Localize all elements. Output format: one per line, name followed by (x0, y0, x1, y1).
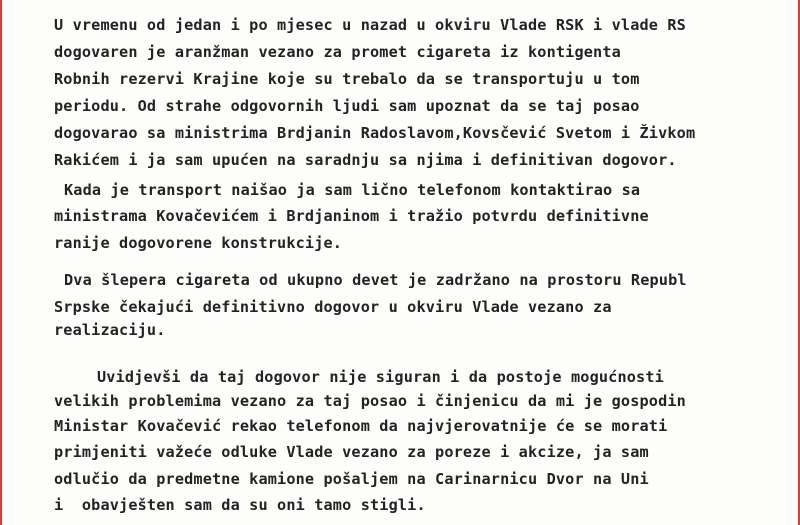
text-line: ministrama Kovačevićem i Brdjaninom i tražio potvrdu definitivne (54, 207, 649, 225)
text-line: Kada je transport naišao ja sam lično telefonom kontaktirao sa (64, 181, 641, 199)
text-line: primjeniti važeće odluke Vlade vezano za poreze i akcize, ja sam (54, 443, 649, 461)
text-line: Robnih rezervi Krajine koje su trebalo da se transportuju u tom (54, 70, 640, 88)
text-line: dogovarao sa ministrima Brdjanin Radoslavom,Kovsčević Svetom i Živkom (54, 124, 696, 142)
text-line: Dva šlepera cigareta od ukupno devet je zadržano na prostoru Republ (64, 271, 687, 289)
text-line: periodu. Od strahe odgovornih ljudi sam upoznat da se taj posao (54, 97, 640, 115)
text-line: U vremenu od jedan i po mjesec u nazad u okviru Vlade RSK i vlade RS (54, 16, 686, 34)
text-line: Ministar Kovačević rekao telefonom da najvjerovatnije će se morati (54, 417, 668, 435)
text-line: ranije dogovorene konstrukcije. (54, 234, 343, 252)
text-line: Rakićem i ja sam upućen na saradnju sa njima i definitivan dogovor. (54, 151, 677, 169)
text-line: Srpske čekajući definitivno dogovor u okviru Vlade vezano za (54, 298, 612, 316)
text-line: realizaciju. (54, 321, 166, 339)
text-line: i obavješten sam da su oni tamo stigli. (54, 496, 426, 514)
text-line: odlučio da predmetne kamione pošaljem na Carinarnicu Dvor na Uni (54, 470, 649, 488)
text-line: velikih problemima vezano za taj posao i činjenicu da mi je gospodin (54, 392, 686, 410)
text-line: Uvidjevši da taj dogovor nije siguran i da postoje mogućnosti (97, 368, 664, 386)
typed-text (2, 0, 800, 525)
text-line: dogovaren je aranžman vezano za promet cigareta iz kontigenta (54, 43, 621, 61)
